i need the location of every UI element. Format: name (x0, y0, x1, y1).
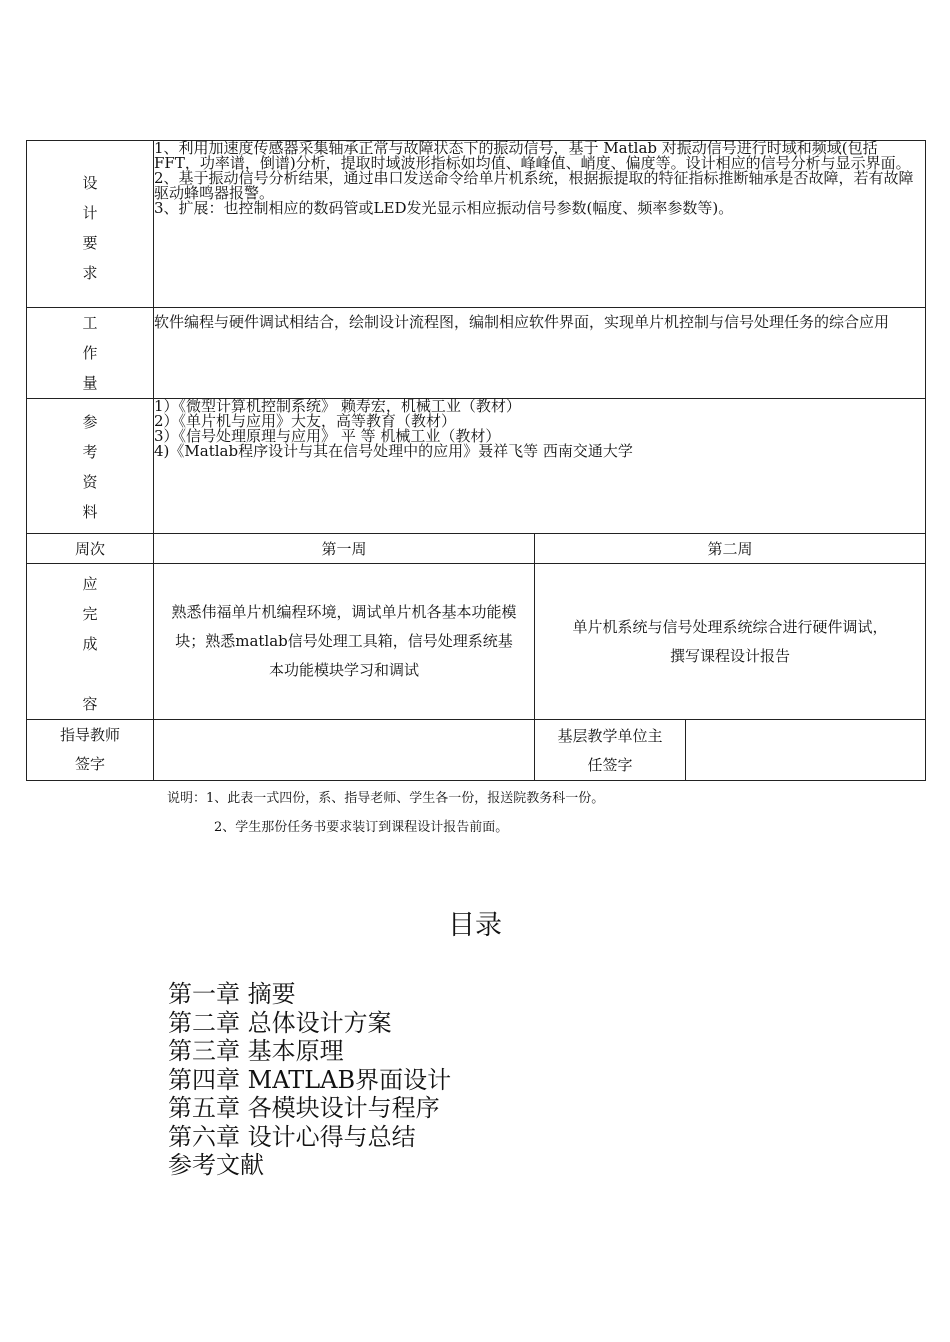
toc-item[interactable]: 第一章 摘要 (168, 980, 296, 1008)
references-label: 参 考 资 料 (27, 399, 154, 534)
toc-item[interactable]: 第六章 设计心得与总结 (168, 1122, 416, 1151)
design-requirements-row (27, 141, 926, 308)
signature-row (27, 720, 926, 781)
week-2-content: 单片机系统与信号处理系统综合进行硬件调试， 撰写课程设计报告 (535, 564, 926, 720)
note-line-2: 2、学生那份任务书要求装订到课程设计报告前面。 (214, 820, 509, 835)
design-requirements-label: 设 计 要 求 (27, 141, 154, 308)
content-label: 应 完 成 容 (27, 564, 154, 720)
week-label: 周次 (27, 534, 154, 564)
references-row (27, 399, 926, 534)
teacher-signature-field[interactable] (154, 720, 535, 781)
unit-signature-label: 基层教学单位主任签字 (535, 720, 686, 780)
week-1-content: 熟悉伟福单片机编程环境，调试单片机各基本功能模块；熟悉matlab信号处理工具箱，信号处理系统基本功能模块学习和调试 (154, 564, 535, 720)
note-line-1: 说明：1、此表一式四份，系、指导老师、学生各一份，报送院教务科一份。 (167, 791, 605, 806)
reference-2: 2）《单片机与应用》大友，高等教育（教材） (154, 412, 457, 430)
toc-item[interactable]: 第四章 MATLAB界面设计 (168, 1065, 452, 1094)
workload-row (27, 308, 926, 399)
task-table (26, 140, 926, 781)
unit-signature-cell (535, 720, 926, 781)
requirement-1: 1、利用加速度传感器采集轴承正常与故障状态下的振动信号，基于 Matlab 对振动信号进行时域和频域(包括 FFT，功率谱，倒谱)分析，提取时域波形指标如均值、峰峰值、峭度、偏度等。设计相应的信号分析与显示界面。 (154, 139, 911, 172)
toc-item[interactable]: 参考文献 (168, 1151, 264, 1179)
workload-content: 软件编程与硬件调试相结合，绘制设计流程图，编制相应软件界面，实现单片机控制与信号处理任务的综合应用 (154, 308, 926, 399)
toc-item[interactable]: 第二章 总体设计方案 (168, 1008, 392, 1037)
week-2-header: 第二周 (535, 534, 926, 564)
toc-item[interactable]: 第三章 基本原理 (168, 1037, 344, 1065)
reference-1: 1）《微型计算机控制系统》 赖寿宏，机械工业（教材） (154, 397, 521, 415)
toc-title: 目录 (448, 910, 502, 941)
references-content (154, 399, 926, 534)
teacher-signature-label: 指导教师签字 (27, 720, 154, 781)
reference-3: 3）《信号处理原理与应用》 平 等 机械工业（教材） (154, 427, 501, 445)
week-1-header: 第一周 (154, 534, 535, 564)
workload-label: 工 作 量 (27, 308, 154, 399)
content-row (27, 564, 926, 720)
requirement-2: 2、基于振动信号分析结果，通过串口发送命令给单片机系统，根据振提取的特征指标推断轴承是否故障，若有故障驱动蜂鸣器报警。 (154, 169, 914, 202)
reference-4: 4)《Matlab程序设计与其在信号处理中的应用》聂祥飞等 西南交通大学 (154, 442, 633, 460)
requirement-3: 3、扩展：也控制相应的数码管或LED发光显示相应振动信号参数(幅度、频率参数等)。 (154, 199, 734, 217)
table-of-contents (168, 980, 451, 1180)
unit-signature-field[interactable] (686, 720, 925, 780)
design-requirements-content (154, 141, 926, 308)
toc-item[interactable]: 第五章 各模块设计与程序 (168, 1094, 440, 1122)
week-header-row (27, 534, 926, 564)
